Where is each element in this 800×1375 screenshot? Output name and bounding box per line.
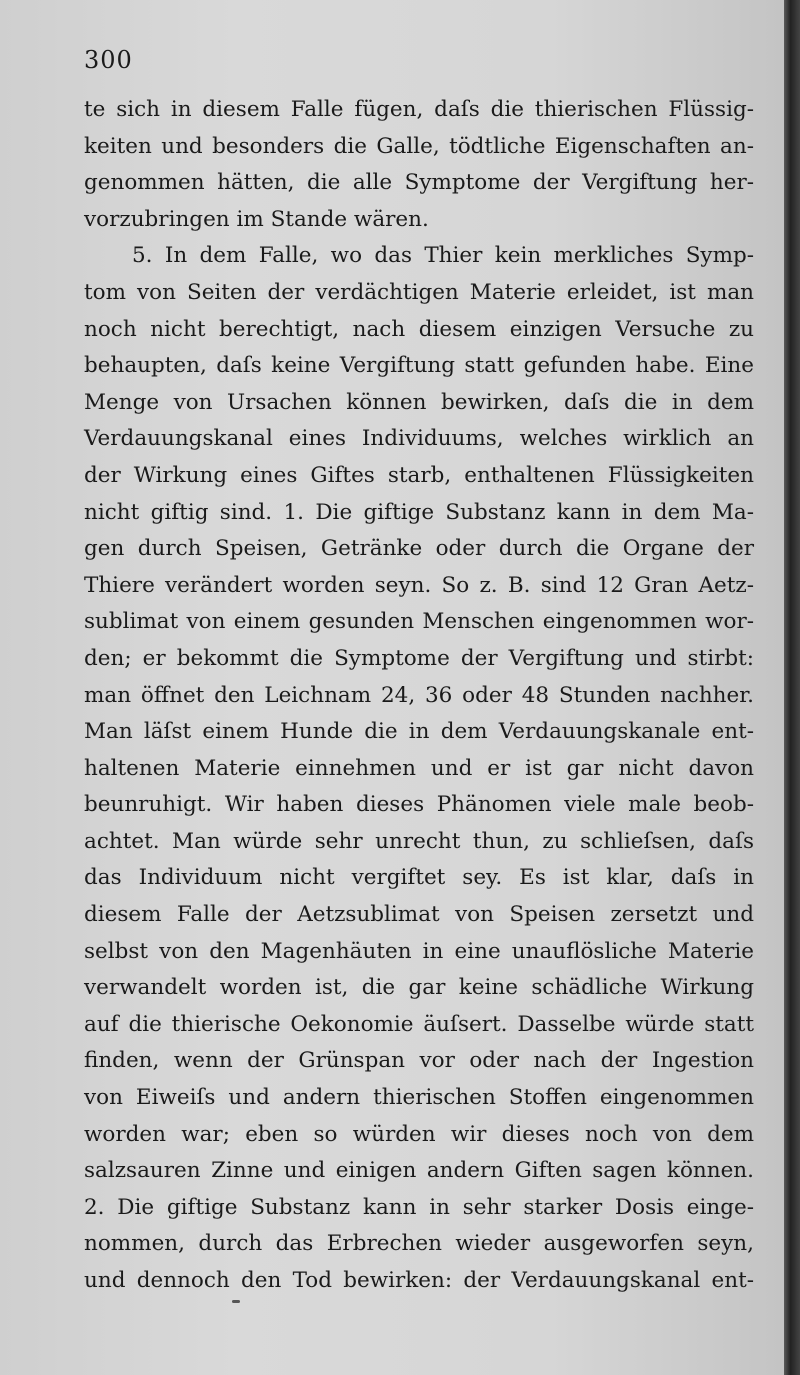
text-line: te sich in diesem Falle fügen, daſs die thierischen Flüssig- [84, 97, 754, 122]
text-line: Menge von Ursachen können bewirken, daſs die in dem [84, 389, 754, 415]
text-line: selbst von den Magenhäuten in eine unauflösliche Materie [84, 938, 754, 964]
text-line: finden, wenn der Grünspan vor oder nach der Ingestion [84, 1048, 754, 1074]
text-line: beunruhigt. Wir haben dieses Phänomen viele male beob- [84, 792, 754, 818]
text-line: der Wirkung eines Giftes starb, enthaltenen Flüssigkeiten [84, 462, 754, 488]
text-line: salzsauren Zinne und einigen andern Giften sagen können. [84, 1158, 754, 1184]
text-line: nommen, durch das Erbrechen wieder ausgeworfen seyn, [84, 1231, 754, 1257]
text-line: den; er bekommt die Symptome der Vergiftung und stirbt: [84, 645, 754, 671]
text-line: tom von Seiten der verdächtigen Materie erleidet, ist man [84, 279, 754, 305]
page-number: 300 [84, 46, 133, 74]
text-line: Thiere verändert worden seyn. So z. B. sind 12 Gran Aetz- [84, 572, 754, 598]
text-line: auf die thierische Oekonomie äuſsert. Dasselbe würde statt [84, 1011, 754, 1037]
text-line: haltenen Materie einnehmen und er ist gar nicht davon [84, 755, 754, 781]
text-line: nicht giftig sind. 1. Die giftige Substanz kann in dem Ma- [84, 499, 754, 525]
book-edge-shadow [784, 0, 800, 1375]
text-line: vorzubringen im Stande wären. [84, 206, 429, 232]
text-line: sublimat von einem gesunden Menschen eingenommen wor- [84, 609, 754, 635]
text-line: diesem Falle der Aetzsublimat von Speisen zersetzt und [84, 902, 754, 928]
text-line: verwandelt worden ist, die gar keine schädliche Wirkung [84, 975, 754, 1001]
text-line: man öffnet den Leichnam 24, 36 oder 48 Stunden nachher. [84, 682, 754, 708]
text-line: 2. Die giftige Substanz kann in sehr starker Dosis einge- [84, 1194, 754, 1220]
text-line: Verdauungskanal eines Individuums, welches wirklich an [84, 426, 754, 452]
text-line: das Individuum nicht vergiftet sey. Es ist klar, daſs in [84, 865, 754, 891]
text-line: worden war; eben so würden wir dieses noch von dem [84, 1121, 754, 1147]
text-line: von Eiweiſs und andern thierischen Stoffen eingenommen [84, 1085, 754, 1111]
text-line: Man läſst einem Hunde die in dem Verdauungskanale ent- [84, 719, 754, 745]
text-line: achtet. Man würde sehr unrecht thun, zu schlieſsen, daſs [84, 828, 754, 854]
text-line: genommen hätten, die alle Symptome der Vergiftung her- [84, 170, 754, 196]
ink-smudge [232, 1300, 240, 1303]
text-line: und dennoch den Tod bewirken: der Verdauungskanal ent- [84, 1268, 754, 1293]
body-text [84, 92, 754, 1300]
text-line: behaupten, daſs keine Vergiftung statt gefunden habe. Eine [84, 353, 754, 379]
text-line: gen durch Speisen, Getränke oder durch die Organe der [84, 536, 754, 562]
text-line: noch nicht berechtigt, nach diesem einzigen Versuche zu [84, 316, 754, 342]
text-line: keiten und besonders die Galle, tödtliche Eigenschaften an- [84, 133, 754, 159]
text-line: 5. In dem Falle, wo das Thier kein merkliches Symp- [132, 243, 754, 269]
